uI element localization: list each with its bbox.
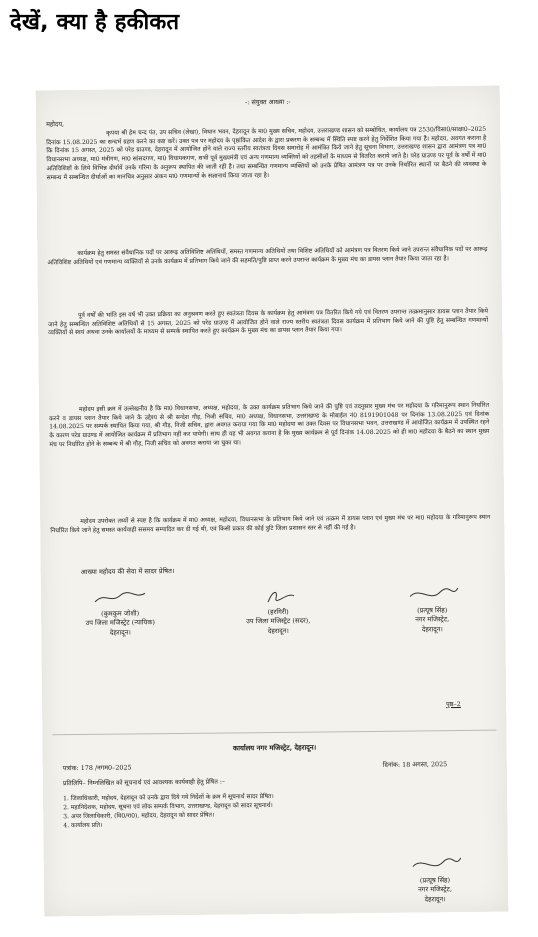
signatory-place: देहरादून। [421,624,443,633]
letter-date: दिनांक: 18 अगस्त, 2025 [382,760,448,769]
paragraph-1: कृपया श्री हेम चन्द पंत, उप सचिव (लेखा), विधान भवन, देहरादून के मा0 मुख्य सचिव, महोदय, उत्तराखण्ड शासन को सम्बोधित, कार्यालय पत्र 2530/विसा0/साक्षा0–2025 दिनांक 15.08.2025 का सन्दर्भ ग्रहण करने का कष्ट करें। उक्त पत्र पर महोदय के पृष्ठांकित आदेश के द्वारा प्रकरण के सम्बन्ध में स्थिति स्पष्ट करने हेतु निर्देशित किया गया है। महोदय, अवगत कराना है कि दिनांक 15 अगस्त, 2025 को परेड ग्राउण्ड, देहरादून में आयोजित होने वाले राज्य स्तरीय स्वतंत्रता दिवस समारोह में आमंत्रित किये जाने हेतु सूचना विभाग, उत्तराखण्ड शासन द्वारा आमंत्रण पत्र मा0 विधानसभा अध्यक्ष, मा0 मंत्रीगण, मा0 सांसदगण, मा0 विधायकगण, सभी पूर्व मुख्यमंत्री एवं अन्य गणमान्य व्यक्तियों को तहसीलों के माध्यम से वितरित कराये जाते है। परेड ग्राउण्ड पर पूर्व के वर्षों में मा0 अतिविशिष्टों के लिये विभिन्न दीर्घायें उनके गरिमा के अनुरूप स्थापित की जाती रही है। तथा सम्बन्धित गणमान्य व्यक्तियों को उनके प्रेषित आमंत्रण पत्र पर उनके निर्धारित स्थानों पर बैठने की व्यवस्था के सम्बन्ध में सम्बन्धित दीर्घाओं का मानचित्र अनुसार अंकन मा0 गणमान्यों के सज्ञानार्थ किया जाता रहा है। [46,125,487,181]
letter-number: पत्रांक: 178 /नगम0–2025 [62,763,132,773]
signatory-place: देहरादून। [109,627,131,637]
paragraph-2: कार्यक्रम हेतु समस्त संवैधानिक पदों पर आरूढ़ अतिविशिष्ट अतिथियों, समस्त गणमान्य अतिथियों तथा विशिष्ट अतिथियों को आमंत्रण पत्र वितरण किये जाने उपरान्त संवैधानिक पदों पर आरूढ़ अतिविशिष्ट अतिथियों एवं गणमान्य व्यक्तियों से उनके कार्यक्रम में प्रतिभाग किये जाने की सहमति/पुष्टि प्राप्त करने उपरान्त कार्यक्रम के मुख्य मंच का डायस प्लान तैयार किया जाता रहा है। [47,245,488,267]
list-item: 3. अपर जिलाधिकारी, (वि0/रा0), महोदय, देहरादून को सादर प्रेषित। [63,811,215,821]
signature-mark [405,856,465,873]
final-signatory [370,856,500,905]
paragraph-5: महोदय उपरोक्त तथ्यों से स्पष्ट है कि कार्यक्रम में मा0 अध्यक्ष, महोदया, विधानसभा के प्रतिभाग किये जाने एवं तत्क्रम में डायस प्लान एवं मुख्य मंच पर मा0 महोदया के गरिमानुरूप स्थान निर्धारित किये जाने हेतु समस्त कार्यवाही ससमय सम्पादित कर दी गई थी, एवं किसी प्रकार की कोई त्रुटि जिला प्रशासन स्तर से नहीं की गई है। [50,513,491,535]
signature-mark [248,588,308,605]
signatory-designation: उप जिला मजिस्ट्रेट (सदर), [246,616,311,626]
section-divider [52,730,496,736]
signatory-place: देहरादून। [424,894,446,903]
copy-to-intro: प्रतिलिपि– निम्नलिखित को सूचनार्थ एवं आवश्यक कार्यवाही हेतु प्रेषित :– [62,778,226,788]
paragraph-4: महोदय इसी क्रम में उल्लेखनीय है कि मा0 विधानसभा, अध्यक्ष, महोदया, के उक्त कार्यक्रम प्रतिभाग किये जाने की पुष्टि एवं तदनुसार मुख्य मंच पर महोदया के गरिमानुरूप स्थान निर्धारित करने व डायस प्लान तैयार किये जाने के उद्देश्य से श्री सन्देश गौड़, निजी सचिव, मा0 अध्यक्ष, विधानसभा, उत्तराखण्ड के मोबाईल नं0 8191901048 पर दिनांक 13.08.2025 एवं दिनांक 14.08.2025 पर सम्पर्क स्थापित किया गया, श्री गौड़, निजी सचिव, द्वारा अवगत कराया गया कि मा0 महोदया का उक्त दिवस पर विधानसभा भवन, उत्तराखण्ड में आयोजित कार्यक्रम में उपस्थित रहने के कारण परेड ग्राउण्ड में आयोजित कार्यक्रम में प्रतिभाग नहीं कर पायेगी। साथ ही यह भी अवगत कराना है कि मुख्य कार्यक्रम से पूर्व दिनांक 14.08.2025 को ही मा0 महोदया के बैठने का स्थान मुख्य मंच पर निर्धारित होने के सम्बन्ध में श्री गौड़, निजी सचिव को अवगत कराया जा चुका था। [49,401,490,449]
list-item: 1. जिलाधिकारी, महोदय, देहरादून को उनके द्वारा दिये गये निर्देशों के क्रम में सूचनार्थ सादर प्रेषित। [63,792,274,803]
signatory-name: (कुमकुम जोशी) [101,608,140,618]
page-marker: पृष्ठ–2 [446,700,461,709]
signatory-name: (प्रत्यूष सिंह) [416,605,448,614]
signatory-designation: नगर मजिस्ट्रेट, [415,615,450,624]
closing-line: आख्या महोदय की सेवा में सादर प्रेषित। [80,567,175,577]
signatory-3 [367,586,497,635]
signature-mark [402,586,462,603]
signatory-2 [213,587,343,636]
list-item: 4. कार्यालय प्रति। [63,821,103,830]
document-page [36,86,509,917]
signatory-name: (प्रत्यूष सिंह) [419,875,451,884]
document-subject: -: संयुक्त आख्या :- [245,97,291,107]
salutation: महोदय, [46,120,65,129]
list-item: 2. महानिदेशक, महोदय, सूचना एवं लोक सम्पर्क विभाग, उत्तराखण्ड, देहरादून को सादर सूचनार्थ। [63,802,273,812]
signatory-name: (हरगिरी) [267,607,289,616]
signatory-designation: उप जिला मजिस्ट्रेट (न्यायिक) [85,618,156,627]
copy-list [63,790,483,830]
signatory-place: देहरादून। [267,626,289,635]
signatory-1 [55,589,185,638]
signatory-designation: नगर मजिस्ट्रेट, [418,885,453,894]
office-header: कार्यालय नगर मजिस्ट्रेट, देहरादून। [232,743,317,753]
paragraph-3: पूर्व वर्षों की भांति इस वर्ष भी उक्त प्रक्रिया का अनुश्रवण करते हुए स्वतंत्रता दिवस के कार्यक्रम हेतु आमंत्रण पत्र वितरित किये गये एवं वितरण उपरान्त तत्क्रमानुसार डायस प्लान तैयार किये जाने हेतु सम्बन्धित अतिविशिष्ट अतिथियों से 15 अगस्त, 2025 को परेड ग्राउण्ड में आयोजित होने वाले राज्य स्तरीय स्वतंत्रता दिवस कार्यक्रम में प्रतिभाग किये जाने की पुष्टि हेतु सम्बन्धित गणमान्यों व्यक्तियों से स्वयं अथवा उनके कार्यालयों के माध्यम से सम्पर्क स्थापित करते हुए कार्यक्रम के मुख्य मंच का डायस प्लान तैयार किया गया। [48,307,489,337]
signature-mark [90,589,150,606]
headline: देखें, क्या है हकीकत [10,10,180,35]
